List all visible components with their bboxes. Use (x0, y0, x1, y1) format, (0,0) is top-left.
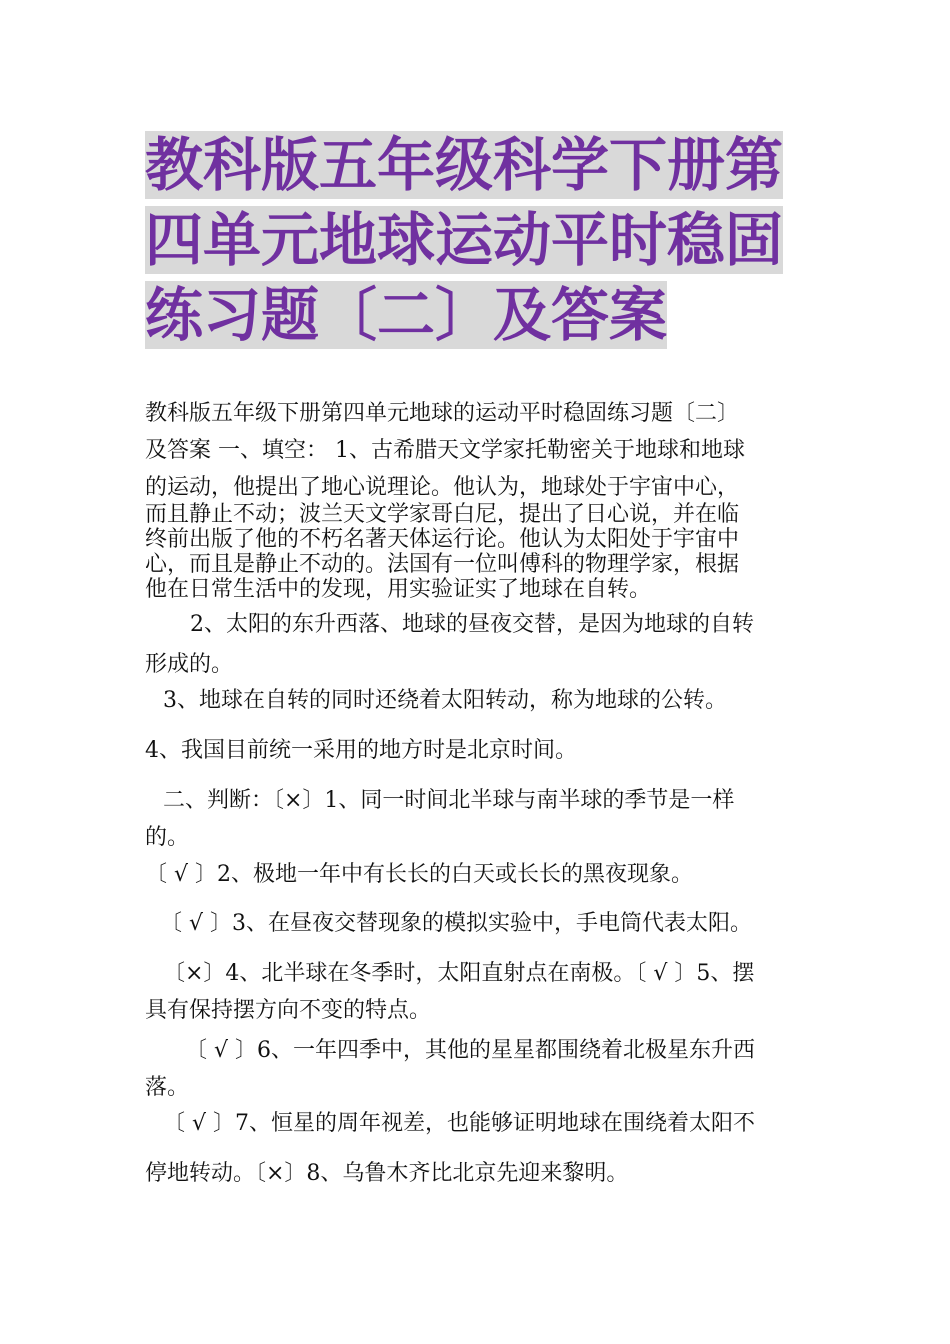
judge-q7-line-1: 〔 √ 〕7、恒星的周年视差，也能够证明地球在围绕着太阳不 (163, 1111, 756, 1136)
fill-q2-line-1: 2、太阳的东升西落、地球的昼夜交替，是因为地球的自转 (190, 612, 754, 637)
title-line-2: 四单元地球运动平时稳固 (145, 206, 784, 274)
judge-q6-line-1: 〔 √ 〕6、一年四季中，其他的星星都围绕着北极星东升西 (185, 1038, 756, 1063)
para1-line-7: 他在日常生活中的发现，用实验证实了地球在自转。 (145, 577, 652, 602)
judge-q4-line-1: 〔×〕4、北半球在冬季时，太阳直射点在南极。〔 √ 〕5、摆 (163, 961, 755, 986)
para1-line-6: 心，而且是静止不动的。法国有一位叫傅科的物理学家，根据 (145, 552, 740, 577)
para1-line-5: 终前出版了他的不朽名著天体运行论。他认为太阳处于宇宙中 (145, 527, 740, 552)
fill-q2-line-2: 形成的。 (145, 652, 234, 677)
fill-q3: 3、地球在自转的同时还绕着太阳转动，称为地球的公转。 (163, 688, 727, 713)
judge-q1-line-1: 二、判断：〔×〕1、同一时间北半球与南半球的季节是一样 (163, 788, 735, 813)
judge-q4-line-2: 具有保持摆方向不变的特点。 (145, 998, 432, 1023)
para1-line-4: 而且静止不动；波兰天文学家哥白尼，提出了日心说，并在临 (145, 502, 740, 527)
judge-q2: 〔 √ 〕2、极地一年中有长长的白天或长长的黑夜现象。 (145, 862, 694, 887)
judge-q3: 〔 √ 〕3、在昼夜交替现象的模拟实验中，手电筒代表太阳。 (160, 911, 753, 936)
judge-q7-line-2: 停地转动。〔×〕8、乌鲁木齐比北京先迎来黎明。 (145, 1161, 629, 1186)
fill-q4: 4、我国目前统一采用的地方时是北京时间。 (145, 738, 577, 763)
para1-line-3: 的运动，他提出了地心说理论。他认为，地球处于宇宙中心， (145, 475, 740, 500)
title-line-1: 教科版五年级科学下册第 (145, 131, 784, 199)
title-line-3: 练习题〔二〕及答案 (145, 281, 668, 349)
document-title (145, 128, 810, 353)
para1-line-1: 教科版五年级下册第四单元地球的运动平时稳固练习题〔二〕 (145, 401, 740, 426)
para1-line-2: 及答案 一、填空： 1、古希腊天文学家托勒密关于地球和地球 (145, 438, 745, 463)
judge-q6-line-2: 落。 (145, 1075, 190, 1100)
judge-q1-line-2: 的。 (145, 825, 190, 850)
